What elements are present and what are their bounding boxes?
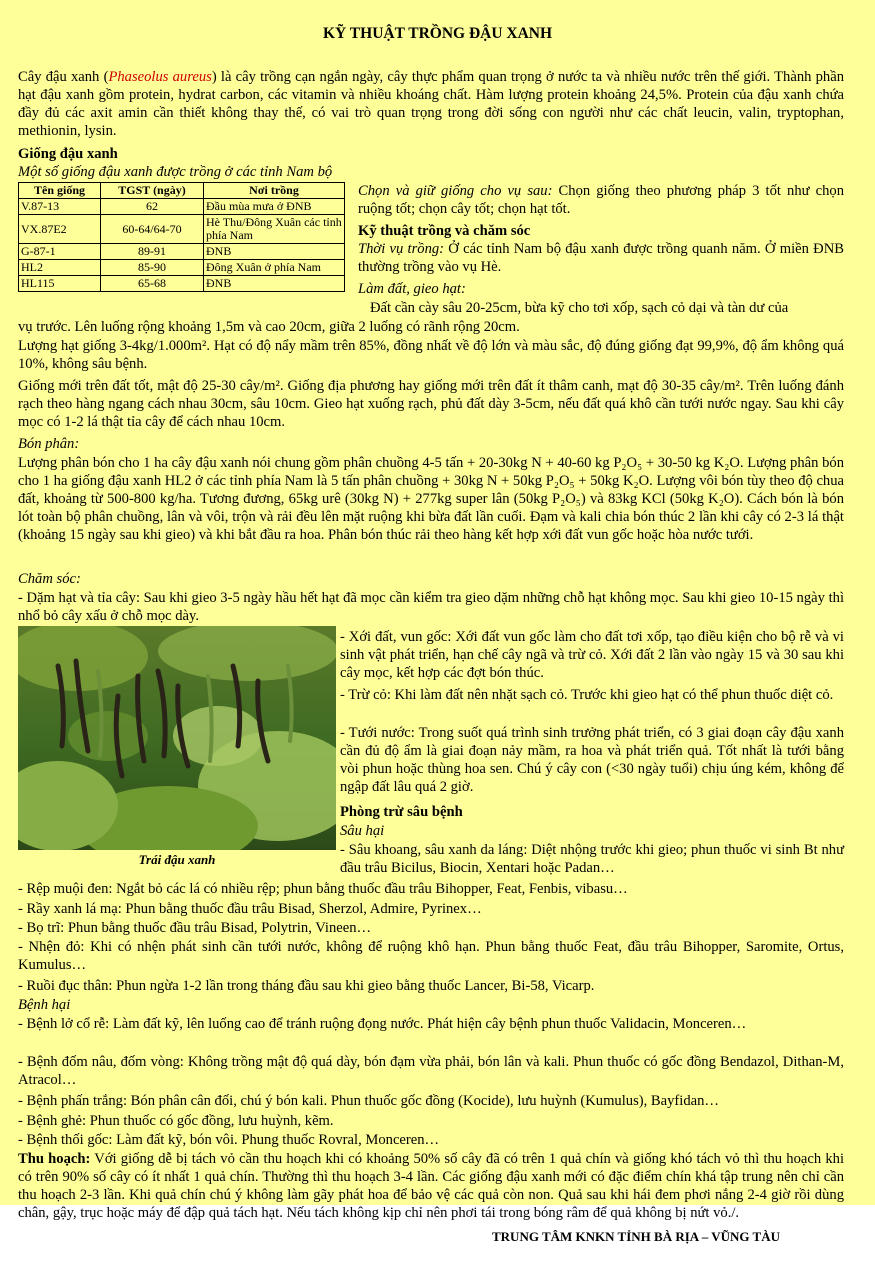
watering-paragraph: - Tưới nước: Trong suốt quá trình sinh trưởng phát triển, có 3 giai đoạn cây đậu xanh cần đủ độ ẩm là giai đoạn nảy mầm, ra hoa và phát triển quả. Tốt nhất là tưới bằng vòi phun hoặc thùng hoa sen. Chú ý cây con (<30 ngày tuổi) chịu úng kém, không để ngập đất lâu quá 2 giờ.: [340, 725, 844, 795]
disease-item: - Bệnh lở cổ rễ: Làm đất kỹ, lên luống cao để tránh ruộng đọng nước. Phát hiện cây bệnh phun thuốc Validacin, Monceren…: [18, 1016, 747, 1032]
fertilizer-label: Bón phân:: [18, 436, 80, 452]
varieties-table: [18, 182, 345, 292]
cell-days: 62: [101, 199, 204, 215]
pest-control-heading: Phòng trừ sâu bệnh: [340, 804, 463, 820]
weeding-paragraph: - Trừ cỏ: Khi làm đất nên nhặt sạch cỏ. Trước khi gieo hạt có thể phun thuốc diệt cỏ.: [340, 687, 834, 703]
cell-days: 89-91: [101, 244, 204, 260]
mung-bean-photo: [18, 626, 336, 850]
seed-selection-label: Chọn và giữ giống cho vụ sau:: [358, 183, 553, 199]
pests-label: Sâu hại: [340, 823, 385, 839]
table-row: [19, 244, 345, 260]
pest-item: - Bọ trĩ: Phun bằng thuốc đầu trâu Bisad, Polytrin, Vineen…: [18, 920, 372, 936]
thinning-paragraph: - Dặm hạt và tỉa cây: Sau khi gieo 3-5 ngày hầu hết hạt đã mọc cần kiểm tra gieo dặm những chỗ hạt không mọc. Sau khi gieo 10-15 ngày thì nhổ bỏ cây xấu ở chỗ mọc dày.: [18, 590, 844, 624]
care-label: Chăm sóc:: [18, 571, 81, 587]
disease-item: - Bệnh đốm nâu, đốm vòng: Không trồng mật độ quá dày, bón đạm vừa phải, bón lân và kali. Phun thuốc có gốc đồng Bendazol, Dithan-M, Atracol…: [18, 1054, 844, 1088]
cell-days: 85-90: [101, 260, 204, 276]
harvest-text: Với giống dễ bị tách vỏ cần thu hoạch khi có khoảng 50% số cây đã có trên 1 quả chín và giống khó tách vỏ thì thu hoạch khi có trên 90% số cây có ít nhất 1 quả chín. Thường thì thu hoạch 3-4 lần. Các giống đậu xanh mới có đặc điểm chín khá tập trung nên chỉ cần thu hoạch 2-3 lần. Khi quả chín chú ý không làm gãy phát hoa để bảo vệ các quả còn non. Quả sau khi hái đem phơi nắng 2-4 giờ rồi dùng chân, gậy, trục hoặc máy để đập quả tách hạt. Nếu tách không kịp chỉ nên phơi tái trong bóng râm để quả không bị nứt vỏ./.: [18, 1151, 845, 1221]
cell-days: 65-68: [101, 276, 204, 292]
footer-organization: TRUNG TÂM KNKN TỈNH BÀ RỊA – VŨNG TÀU: [492, 1229, 780, 1244]
pest-item: - Sâu khoang, sâu xanh da láng: Diệt nhộng trước khi gieo; phun thuốc vi sinh Bt như đầu trâu Bicilus, Biocin, Xentari hoặc Padan…: [340, 842, 844, 876]
pest-item: - Nhện đỏ: Khi có nhện phát sinh cần tưới nước, không để ruộng khô hạn. Phun bằng thuốc Feat, đầu trâu Bihopper, Saromite, Ortus, Kumulus…: [18, 939, 844, 973]
photo-caption: Trái đậu xanh: [138, 852, 216, 867]
soil-label: Làm đất, gieo hạt:: [358, 281, 466, 297]
diseases-label: Bệnh hại: [18, 997, 71, 1013]
disease-item: - Bệnh thối gốc: Làm đất kỹ, bón vôi. Phung thuốc Rovral, Monceren…: [18, 1132, 440, 1148]
varieties-heading: Giống đậu xanh: [18, 146, 118, 162]
seed-selection-text: Chọn giống theo phương pháp 3 tốt như chọn ruộng tốt; chọn cây tốt; chọn hạt tốt.: [358, 183, 844, 217]
cell-place: Hè Thu/Đông Xuân các tỉnh phía Nam: [204, 215, 345, 244]
pest-item: - Rệp muội đen: Ngắt bỏ các lá có nhiều rệp; phun bằng thuốc đầu trâu Bihopper, Feat, Fenbis, vibasu…: [18, 881, 628, 897]
intro-paragraph: [18, 68, 844, 140]
season-text: Ở các tỉnh Nam bộ đậu xanh được trồng quanh năm. Ở miền ĐNB thường trồng vào vụ Hè.: [358, 241, 844, 275]
season-label: Thời vụ trồng:: [358, 241, 445, 257]
column-header: TGST (ngày): [101, 183, 204, 199]
hilling-paragraph: - Xới đất, vun gốc: Xới đất vun gốc làm cho đất tơi xốp, tạo điều kiện cho bộ rễ và vi sinh vật phát triển, hạn chế cây ngã và trừ cỏ. Xới đất 2 lần vào ngày 15 và 30 sau khi cây mọc, kết hợp các đợt bón thúc.: [340, 629, 844, 681]
intro-prefix: Cây đậu xanh (: [18, 69, 109, 85]
column-header: Tên giống: [19, 183, 101, 199]
cell-place: Đông Xuân ở phía Nam: [204, 260, 345, 276]
disease-item: - Bệnh phấn trắng: Bón phân cân đối, chú ý bón kali. Phun thuốc gốc đồng (Kocide), lưu huỳnh (Kumulus), Bayfidan…: [18, 1093, 719, 1109]
table-row: [19, 199, 345, 215]
soil-text-line-2: vụ trước. Lên luống rộng khoảng 1,5m và cao 20cm, giữa 2 luống có rãnh rộng 20cm.: [18, 319, 520, 335]
cell-name: G-87-1: [19, 244, 101, 260]
scientific-name: Phaseolus aureus: [108, 69, 212, 85]
cell-place: ĐNB: [204, 276, 345, 292]
table-row: [19, 276, 345, 292]
cell-place: Đầu mùa mưa ở ĐNB: [204, 199, 345, 215]
pest-item: - Rầy xanh lá mạ: Phun bằng thuốc đầu trâu Bisad, Sherzol, Admire, Pyrinex…: [18, 901, 482, 917]
table-row: [19, 215, 345, 244]
season-paragraph: [358, 240, 844, 276]
intro-text: ) là cây trồng cạn ngắn ngày, cây thực phẩm quan trọng ở nước ta và nhiều nước trên thế giới. Thành phần hạt đậu xanh gồm protein, hydrat carbon, các vitamin và nhiều khoáng chất. Hàm lượng protein khoảng 24,5%. Protein của đậu xanh chứa đầy đủ các axit amin cần thiết không thay thế, có vai trò quan trọng trong đời sống con người như các chất leucin, valin, tryptophan, methionin, lysin.: [18, 69, 844, 139]
table-header-row: [19, 183, 345, 199]
page-title: KỸ THUẬT TRỒNG ĐẬU XANH: [322, 25, 553, 42]
harvest-paragraph: [18, 1150, 844, 1222]
cell-name: HL2: [19, 260, 101, 276]
pest-item: - Ruồi đục thân: Phun ngừa 1-2 lần trong tháng đầu sau khi gieo bằng thuốc Lancer, Bi-58, Vicarp.: [18, 978, 595, 994]
column-header: Nơi trồng: [204, 183, 345, 199]
cultivation-heading: Kỹ thuật trồng và chăm sóc: [358, 223, 531, 239]
cell-name: VX.87E2: [19, 215, 101, 244]
cell-days: 60-64/64-70: [101, 215, 204, 244]
harvest-label: Thu hoạch:: [18, 1151, 91, 1167]
density-paragraph: Giống mới trên đất tốt, mật độ 25-30 cây/m². Giống địa phương hay giống mới trên đất ít thâm canh, mạt độ 30-35 cây/m². Trên luống đánh rạch theo hàng ngang cách nhau 30cm, sâu 10cm. Gieo hạt xuống rạch, phủ đất dày 3-5cm, nếu đất quá khô cần tưới nước ngay. Sau khi cây mọc có 1-2 lá thật tỉa cây để cách nhau 10cm.: [18, 378, 844, 430]
soil-text-line-1: Đất cần cày sâu 20-25cm, bừa kỹ cho tơi xốp, sạch cỏ dại và tàn dư của: [370, 300, 789, 316]
cell-place: ĐNB: [204, 244, 345, 260]
photo-illustration: [18, 626, 336, 850]
cell-name: V.87-13: [19, 199, 101, 215]
seed-selection-paragraph: [358, 182, 844, 218]
table-row: [19, 260, 345, 276]
fertilizer-paragraph: Lượng phân bón cho 1 ha cây đậu xanh nói chung gồm phân chuồng 4-5 tấn + 20-30kg N + 40-60 kg P₂O₅ + 30-50 kg K₂O. Lượng phân bón cho 1 ha giống đậu xanh HL2 ở các tỉnh phía Nam là 5 tấn phân chuồng + 30kg N + 50kg P₂O₅ + 50kg K₂O. Lượng vôi bón tùy theo độ chua đất, khoảng từ 500-800 kg/ha. Tương đương, 65kg urê (30kg N) + 277kg super lân (50kg P₂O₅) và 83kg KCl (50kg K₂O). Cách bón là bón lót toàn bộ phân chuồng, lân và vôi, trộn và rải đều lên mặt ruộng khi bừa đất lần cuối. Đạm và kali chia bón thúc 2 lần khi cây có 2-3 lá thật (khoảng 15 ngày sau khi gieo) và khi bắt đầu ra hoa. Phân bón thúc rải theo hàng kết hợp xới đất vun gốc hoặc hòa nước tưới.: [18, 455, 844, 543]
seed-amount-paragraph: Lượng hạt giống 3-4kg/1.000m². Hạt có độ nẩy mầm trên 85%, đồng nhất về độ lớn và màu sắc, độ đúng giống đạt 99,9%, độ ẩm không quá 10%, không sâu bệnh.: [18, 338, 844, 372]
disease-item: - Bệnh ghẻ: Phun thuốc có gốc đồng, lưu huỳnh, kẽm.: [18, 1113, 334, 1129]
cell-name: HL115: [19, 276, 101, 292]
varieties-subheading: Một số giống đậu xanh được trồng ở các tỉnh Nam bộ: [18, 164, 333, 180]
